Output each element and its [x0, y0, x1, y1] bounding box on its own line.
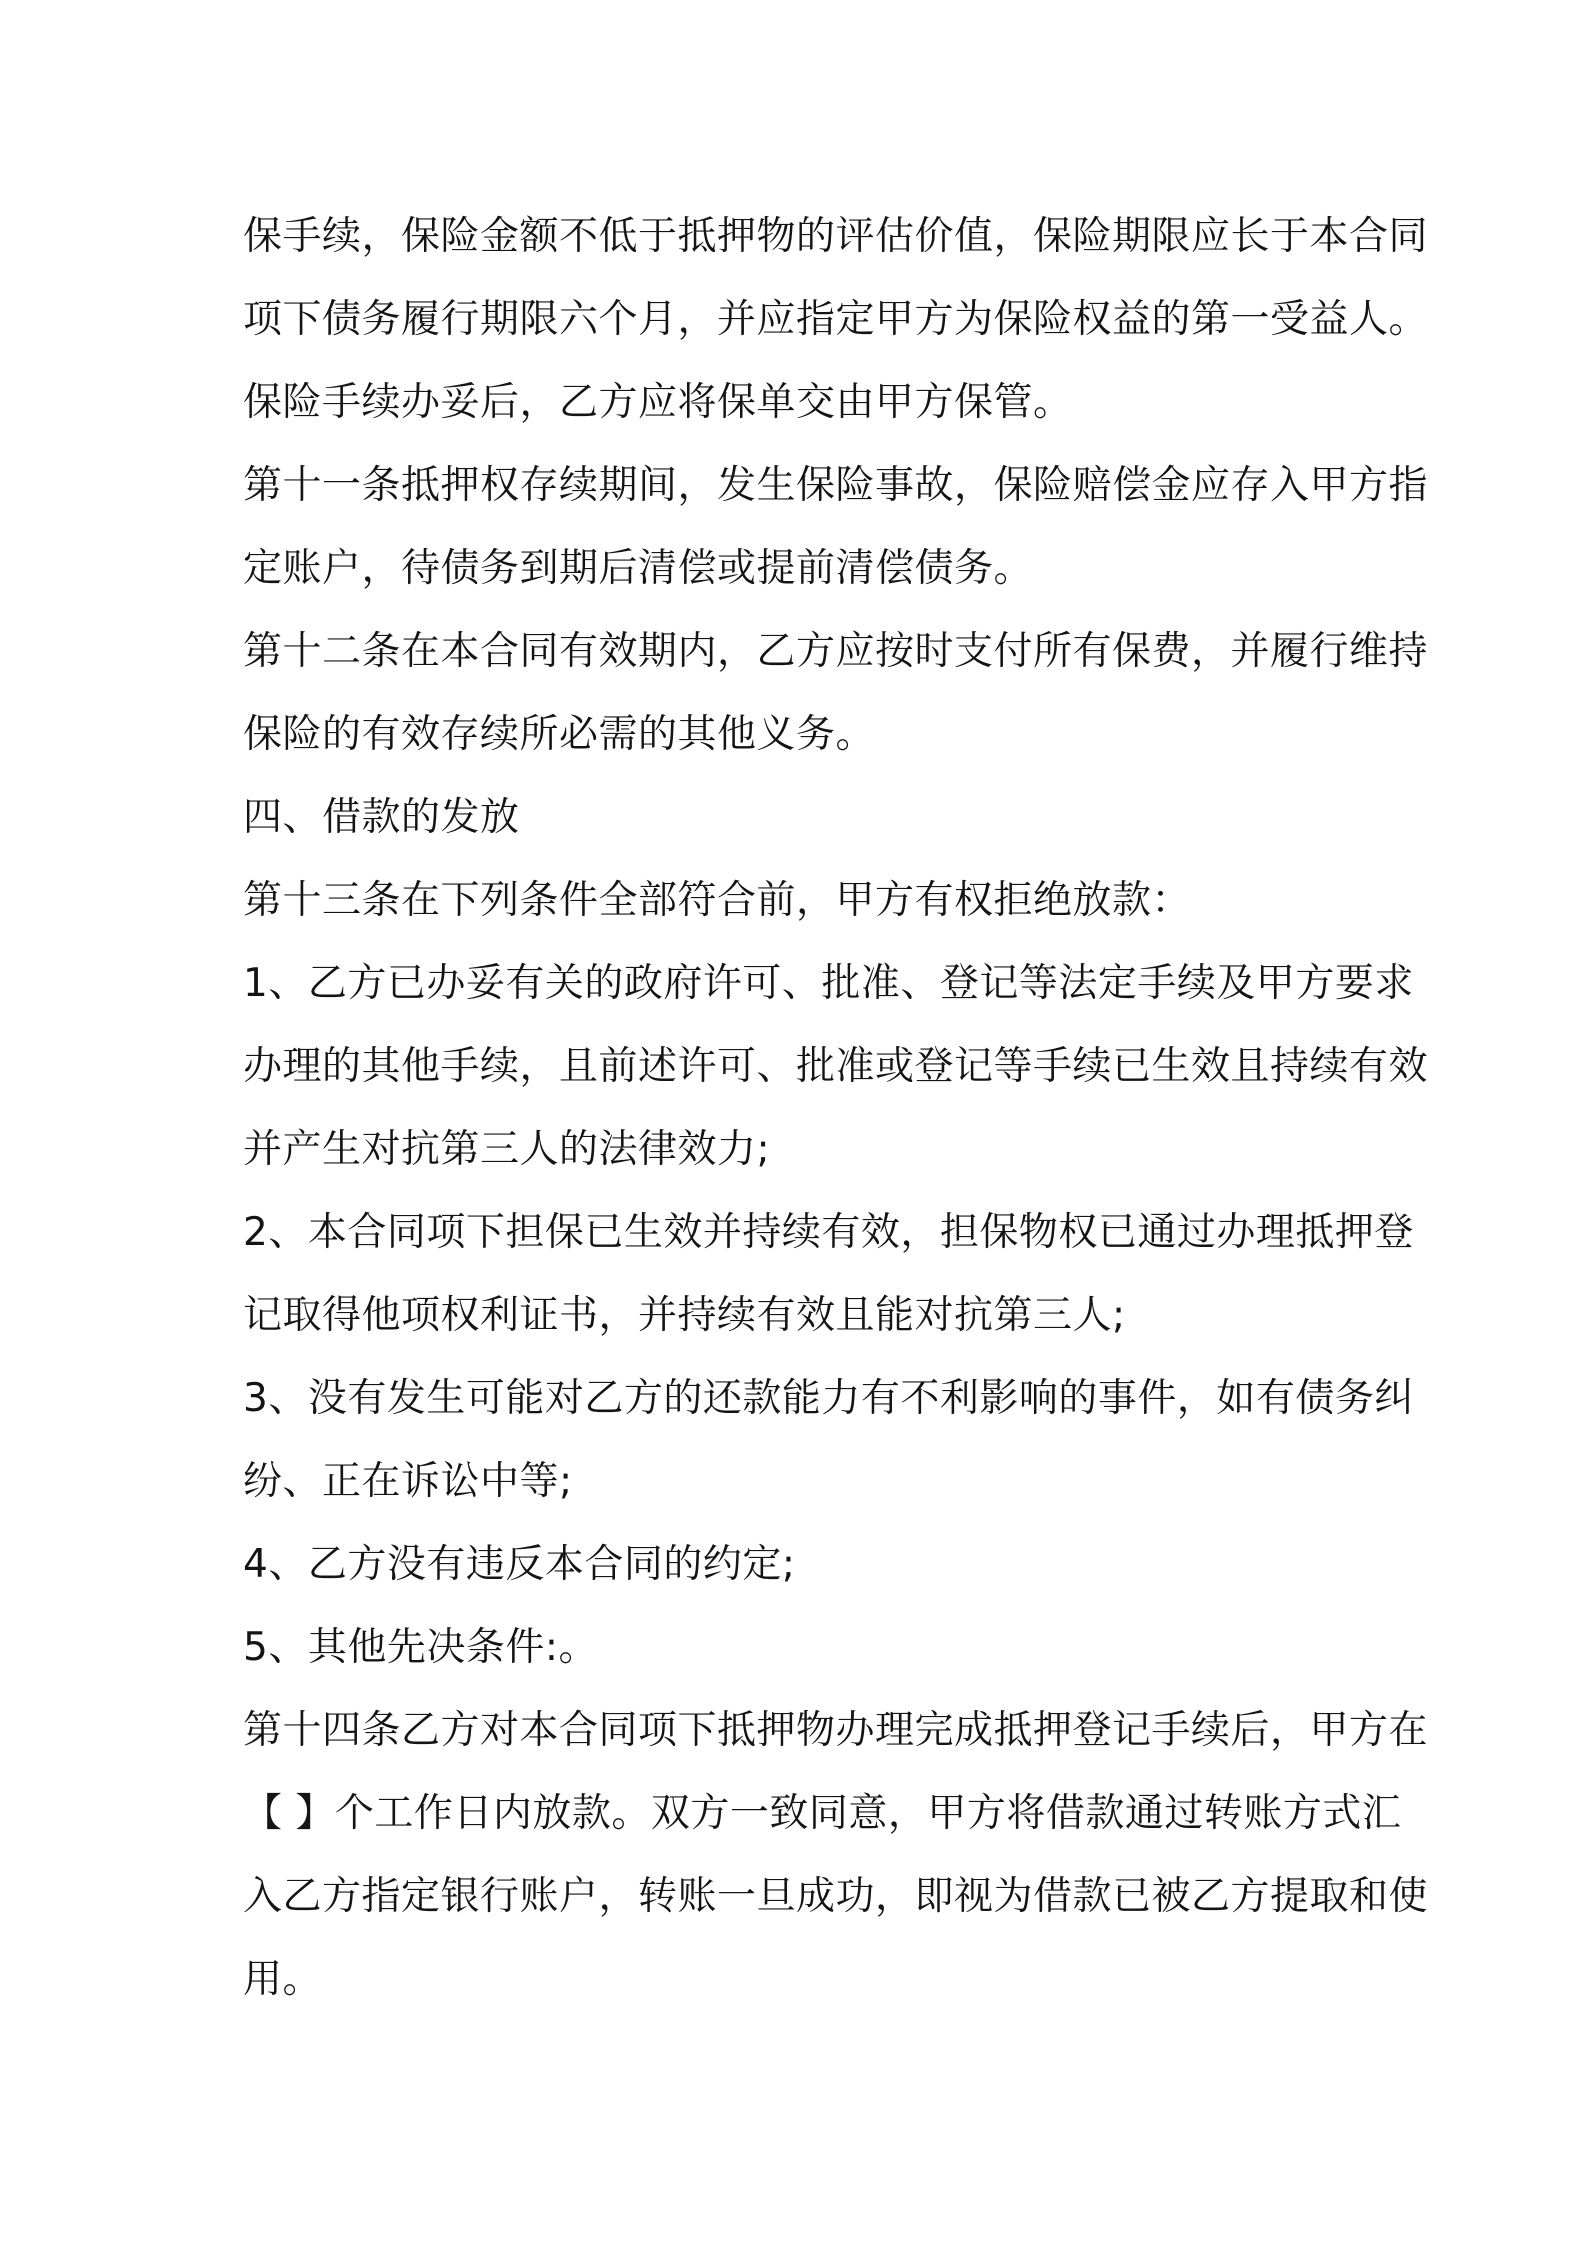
text-line: 【 】个工作日内放款。双方一致同意，甲方将借款通过转账方式汇	[243, 1791, 1402, 1836]
condition-1-line: 1、乙方已办妥有关的政府许可、批准、登记等法定手续及甲方要求	[243, 961, 1414, 1006]
section-heading: 四、借款的发放	[243, 795, 520, 840]
contract-text-body	[243, 195, 1429, 2021]
text-line: 保险手续办妥后，乙方应将保单交由甲方保管。	[243, 380, 1073, 425]
condition-2-line: 2、本合同项下担保已生效并持续有效，担保物权已通过办理抵押登	[243, 1210, 1414, 1255]
condition-3-line: 3、没有发生可能对乙方的还款能力有不利影响的事件，如有债务纠	[243, 1376, 1414, 1421]
text-line: 定账户，待债务到期后清偿或提前清偿债务。	[243, 546, 1034, 591]
article-11-line: 第十一条抵押权存续期间，发生保险事故，保险赔偿金应存入甲方指	[243, 463, 1429, 508]
condition-4-line: 4、乙方没有违反本合同的约定;	[243, 1542, 796, 1587]
text-line: 保手续，保险金额不低于抵押物的评估价值，保险期限应长于本合同	[243, 214, 1429, 259]
text-line: 办理的其他手续，且前述许可、批准或登记等手续已生效且持续有效	[243, 1044, 1429, 1089]
text-line: 并产生对抗第三人的法律效力;	[243, 1127, 771, 1172]
text-line: 记取得他项权利证书，并持续有效且能对抗第三人;	[243, 1293, 1126, 1338]
text-line: 项下债务履行期限六个月，并应指定甲方为保险权益的第一受益人。	[243, 297, 1429, 342]
condition-5-line: 5、其他先决条件:。	[243, 1625, 598, 1670]
article-13-line: 第十三条在下列条件全部符合前，甲方有权拒绝放款：	[243, 878, 1192, 923]
article-14-line: 第十四条乙方对本合同项下抵押物办理完成抵押登记手续后，甲方在	[243, 1708, 1429, 1753]
article-12-line: 第十二条在本合同有效期内，乙方应按时支付所有保费，并履行维持	[243, 629, 1429, 674]
text-line: 用。	[243, 1957, 323, 2002]
text-line: 入乙方指定银行账户，转账一旦成功，即视为借款已被乙方提取和使	[243, 1874, 1429, 1919]
text-line: 保险的有效存续所必需的其他义务。	[243, 712, 876, 757]
text-line: 纷、正在诉讼中等;	[243, 1459, 573, 1504]
